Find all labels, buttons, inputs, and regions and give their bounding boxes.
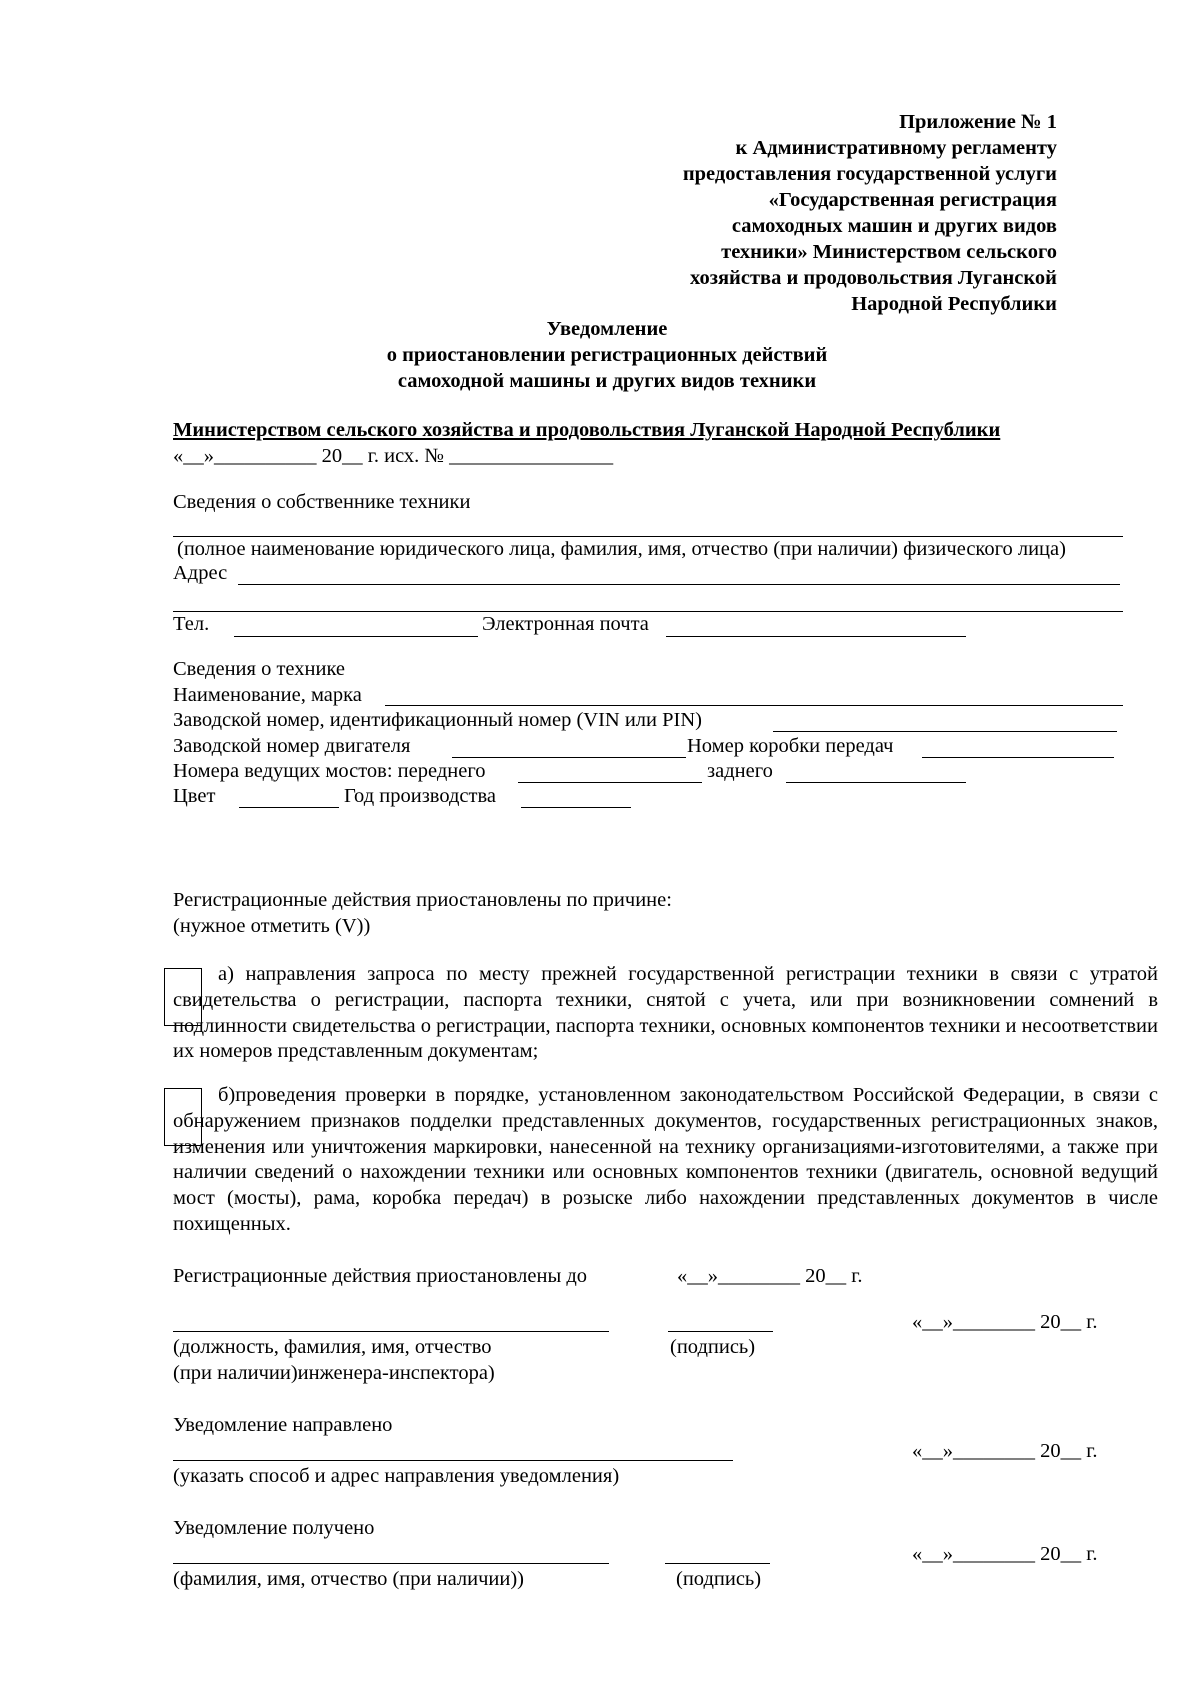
gearbox-number-field[interactable] [922,757,1114,758]
owner-section-title: Сведения о собственнике техники [173,491,471,513]
appendix-line: самоходных машин и других видов [731,215,1057,237]
year-label: Год производства [344,785,496,807]
option-a-text [173,962,1158,1065]
tech-section-title: Сведения о технике [173,658,345,680]
appendix-line: хозяйства и продовольствия Луганской [690,267,1057,289]
reason-title: Регистрационные действия приостановлены по причине: [173,889,672,911]
address-field-line-2[interactable] [173,611,1123,612]
inspector-signature-field[interactable] [668,1331,773,1332]
suspended-until-label: Регистрационные действия приостановлены до [173,1265,588,1287]
rear-axle-field[interactable] [786,782,966,783]
owner-name-field[interactable] [173,536,1123,537]
received-hint: (фамилия, имя, отчество (при наличии)) [173,1568,524,1590]
appendix-line: Народной Республики [851,293,1057,315]
appendix-line: предоставления государственной услуги [682,163,1057,185]
address-label: Адрес [173,562,228,584]
sent-label: Уведомление направлено [173,1414,393,1436]
sent-method-field[interactable] [173,1460,733,1461]
received-signature-field[interactable] [665,1563,770,1564]
color-field[interactable] [239,807,339,808]
color-label: Цвет [173,785,216,807]
front-axle-label: Номера ведущих мостов: переднего [173,760,486,782]
received-signature-hint: (подпись) [676,1568,762,1590]
appendix-line: «Государственная регистрация [768,189,1057,211]
received-date[interactable]: «__»________ 20__ г. [912,1543,1098,1565]
inspector-date[interactable]: «__»________ 20__ г. [912,1311,1098,1333]
phone-field[interactable] [234,636,478,637]
email-field[interactable] [666,636,966,637]
year-field[interactable] [521,807,631,808]
suspended-until-date[interactable]: «__»________ 20__ г. [677,1265,863,1287]
inspector-name-field[interactable] [173,1331,609,1332]
inspector-signature-hint: (подпись) [670,1336,756,1358]
front-axle-field[interactable] [518,782,702,783]
inspector-hint: (должность, фамилия, имя, отчество [173,1336,492,1358]
received-label: Уведомление получено [173,1517,375,1539]
inspector-hint: (при наличии)инженера-инспектора) [173,1362,495,1384]
email-label: Электронная почта [482,613,649,635]
vin-label: Заводской номер, идентификационный номер (VIN или PIN) [173,709,702,731]
option-a-label: а) направления запроса по месту прежней государственной регистрации техники в связи с утратой свидетельства о регистрации, паспорта техники, снятой с учета, или при возникновении сомнений в подлинности свидетельства о регистрации, паспорта техники, основных компонентов техники и несоответствии их номеров представленным документам; [173,963,1158,1063]
option-b-text [173,1083,1158,1238]
appendix-line: Приложение № 1 [899,111,1057,133]
engine-number-field[interactable] [452,757,686,758]
tech-name-label: Наименование, марка [173,684,362,706]
received-name-field[interactable] [173,1563,609,1564]
heading-title: Уведомление [546,318,668,340]
heading-subtitle: о приостановлении регистрационных действий [386,344,828,366]
vin-field[interactable] [773,731,1117,732]
sent-date[interactable]: «__»________ 20__ г. [912,1440,1098,1462]
owner-name-hint: (полное наименование юридического лица, фамилия, имя, отчество (при наличии) физического лица) [177,538,1066,560]
appendix-line: к Административному регламенту [735,137,1057,159]
engine-number-label: Заводской номер двигателя [173,735,411,757]
sent-hint: (указать способ и адрес направления уведомления) [173,1465,620,1487]
gearbox-number-label: Номер коробки передач [687,735,894,757]
reason-note: (нужное отметить (V)) [173,915,371,937]
phone-label: Тел. [173,613,210,635]
ministry-name: Министерством сельского хозяйства и продовольствия Луганской Народной Республики [173,419,1001,441]
appendix-line: техники» Министерством сельского [721,241,1057,263]
rear-axle-label: заднего [707,760,773,782]
heading-subtitle: самоходной машины и других видов техники [397,370,817,392]
option-b-label: б)проведения проверки в порядке, установленном законодательством Российской Федерации, в связи с обнаружением признаков подделки представленных документов, государственных регистрационных знаков, изменения или уничтожения маркировки, нанесенной на технику организациями-изготовителями, а также при наличии сведений о нахождении техники или основных компонентов техники (двигатель, основной ведущий мост (мосты), рама, коробка передач) в розыске либо нахождении представленных документов в числе похищенных. [173,1084,1158,1235]
date-outgoing-line: «__»__________ 20__ г. исх. № ________________ [173,445,614,467]
tech-name-field[interactable] [385,705,1123,706]
address-field[interactable] [238,584,1120,585]
